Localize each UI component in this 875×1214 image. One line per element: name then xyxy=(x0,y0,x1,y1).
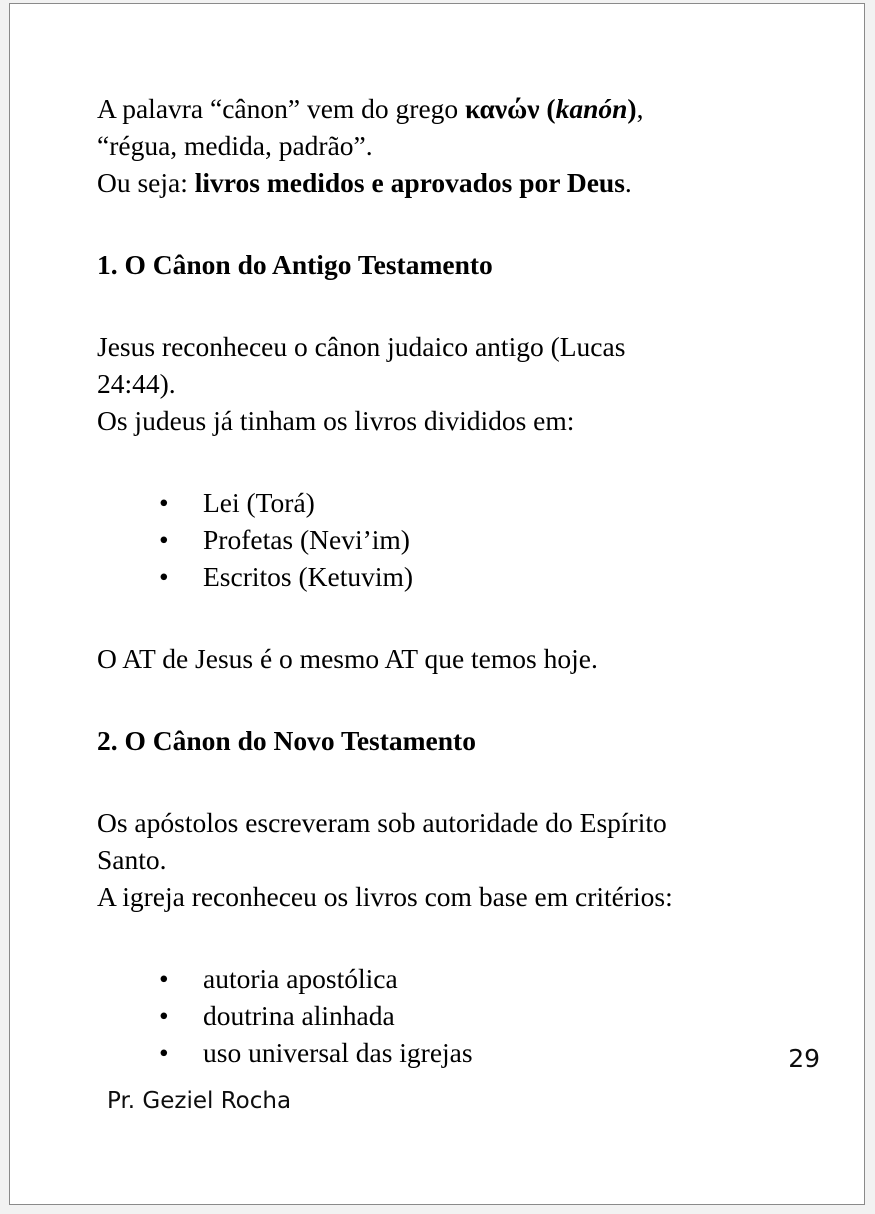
spacer xyxy=(97,915,727,960)
list-item-label: uso universal das igrejas xyxy=(203,1037,473,1068)
section1-bullet-list xyxy=(97,484,727,595)
section2-paragraph-line3: A igreja reconheceu os livros com base em critérios: xyxy=(97,881,673,912)
bullet-icon: • xyxy=(159,1000,169,1031)
section1-paragraph xyxy=(97,328,727,439)
section1-paragraph-line2: 24:44). xyxy=(97,368,176,399)
intro-paragraph xyxy=(97,90,727,201)
bullet-icon: • xyxy=(159,963,169,994)
spacer xyxy=(97,439,727,484)
list-item-label: Escritos (Ketuvim) xyxy=(203,561,414,592)
list-item xyxy=(97,558,727,595)
intro-line3-bold: livros medidos e aprovados por Deus xyxy=(194,167,625,198)
intro-line3-suffix: . xyxy=(624,167,632,198)
list-item xyxy=(97,960,727,997)
document-page xyxy=(9,3,865,1205)
bullet-icon: • xyxy=(159,1037,169,1068)
list-item-label: doutrina alinhada xyxy=(203,1000,395,1031)
intro-greek-word: κανών ( xyxy=(465,93,556,124)
document-content xyxy=(97,90,727,1071)
list-item xyxy=(97,521,727,558)
spacer xyxy=(97,201,727,246)
spacer xyxy=(97,595,727,640)
intro-line1-suffix: , xyxy=(636,93,644,124)
section2-paragraph xyxy=(97,804,727,915)
spacer xyxy=(97,677,727,722)
list-item-label: Profetas (Nevi’im) xyxy=(203,524,410,555)
list-item xyxy=(97,484,727,521)
list-item xyxy=(97,997,727,1034)
list-item-label: Lei (Torá) xyxy=(203,487,315,518)
section1-closing: O AT de Jesus é o mesmo AT que temos hoje. xyxy=(97,643,598,674)
intro-line2: “régua, medida, padrão”. xyxy=(97,130,373,161)
section2-heading: 2. O Cânon do Novo Testamento xyxy=(97,725,476,756)
spacer xyxy=(97,283,727,328)
section1-heading: 1. O Cânon do Antigo Testamento xyxy=(97,249,493,280)
section1-paragraph-line1: Jesus reconheceu o cânon judaico antigo (Lucas xyxy=(97,331,626,362)
page-number: 29 xyxy=(788,1044,820,1073)
intro-line1-prefix: A palavra “cânon” vem do grego xyxy=(97,93,466,124)
bullet-icon: • xyxy=(159,561,169,592)
list-item-label: autoria apostólica xyxy=(203,963,398,994)
section1-paragraph-line3: Os judeus já tinham os livros divididos em: xyxy=(97,405,575,436)
bullet-icon: • xyxy=(159,487,169,518)
bullet-icon: • xyxy=(159,524,169,555)
section2-paragraph-line2: Santo. xyxy=(97,844,167,875)
spacer xyxy=(97,759,727,804)
author-name: Pr. Geziel Rocha xyxy=(107,1088,292,1114)
intro-transliteration: kanón xyxy=(555,93,628,124)
intro-paren-close: ) xyxy=(627,93,637,124)
section2-paragraph-line1: Os apóstolos escreveram sob autoridade do Espírito xyxy=(97,807,667,838)
intro-line3-prefix: Ou seja: xyxy=(97,167,195,198)
